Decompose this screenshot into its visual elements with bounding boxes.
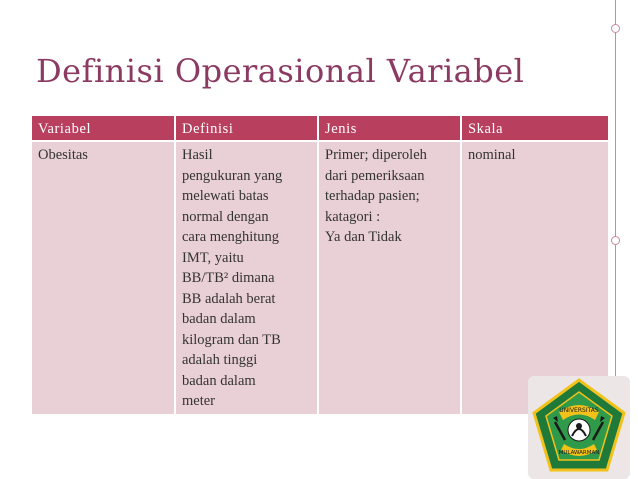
definisi-line: melewati batas bbox=[182, 188, 269, 204]
definisi-line: cara menghitung bbox=[182, 229, 280, 245]
decorative-dot-top bbox=[611, 24, 620, 33]
definisi-line: meter bbox=[182, 393, 216, 409]
cell-skala: nominal bbox=[461, 141, 608, 414]
table-header-row bbox=[32, 116, 608, 141]
definisi-formula: BB/TB bbox=[182, 270, 224, 286]
header-jenis: Jenis bbox=[318, 116, 461, 141]
header-skala: Skala bbox=[461, 116, 608, 141]
jenis-line: katagori : bbox=[325, 208, 381, 225]
cell-definisi bbox=[175, 141, 318, 414]
table-row bbox=[32, 141, 608, 414]
definisi-line: Hasil bbox=[182, 147, 213, 163]
cell-jenis bbox=[318, 141, 461, 414]
definisi-line bbox=[182, 268, 312, 289]
jenis-line: dari pemeriksaan bbox=[325, 167, 425, 184]
definisi-line: kilogram dan TB bbox=[182, 331, 281, 348]
logo-top-text: UNIVERSITAS bbox=[559, 407, 599, 414]
jenis-line: Ya dan Tidak bbox=[325, 229, 402, 245]
definisi-line: BB adalah berat bbox=[182, 290, 276, 307]
header-variabel: Variabel bbox=[32, 116, 175, 141]
slide-title: Definisi Operasional Variabel bbox=[36, 52, 525, 90]
definisi-line: badan dalam bbox=[182, 311, 256, 327]
jenis-line: Primer; diperoleh bbox=[325, 147, 427, 163]
definisi-line: pengukuran yang bbox=[182, 167, 283, 184]
definisi-line: IMT, yaitu bbox=[182, 249, 244, 266]
definisi-formula-rest: ² dimana bbox=[223, 270, 275, 286]
university-logo bbox=[528, 376, 630, 479]
jenis-line: terhadap pasien; bbox=[325, 188, 420, 204]
definisi-line: normal dengan bbox=[182, 208, 269, 225]
definisi-line: badan dalam bbox=[182, 372, 256, 389]
header-definisi: Definisi bbox=[175, 116, 318, 141]
definition-table bbox=[32, 116, 608, 414]
cell-variabel: Obesitas bbox=[32, 141, 175, 414]
university-emblem-icon bbox=[531, 378, 627, 476]
decorative-dot-middle bbox=[611, 236, 620, 245]
definisi-line: adalah tinggi bbox=[182, 352, 258, 368]
logo-bottom-text: MULAWARMAN bbox=[558, 450, 600, 456]
